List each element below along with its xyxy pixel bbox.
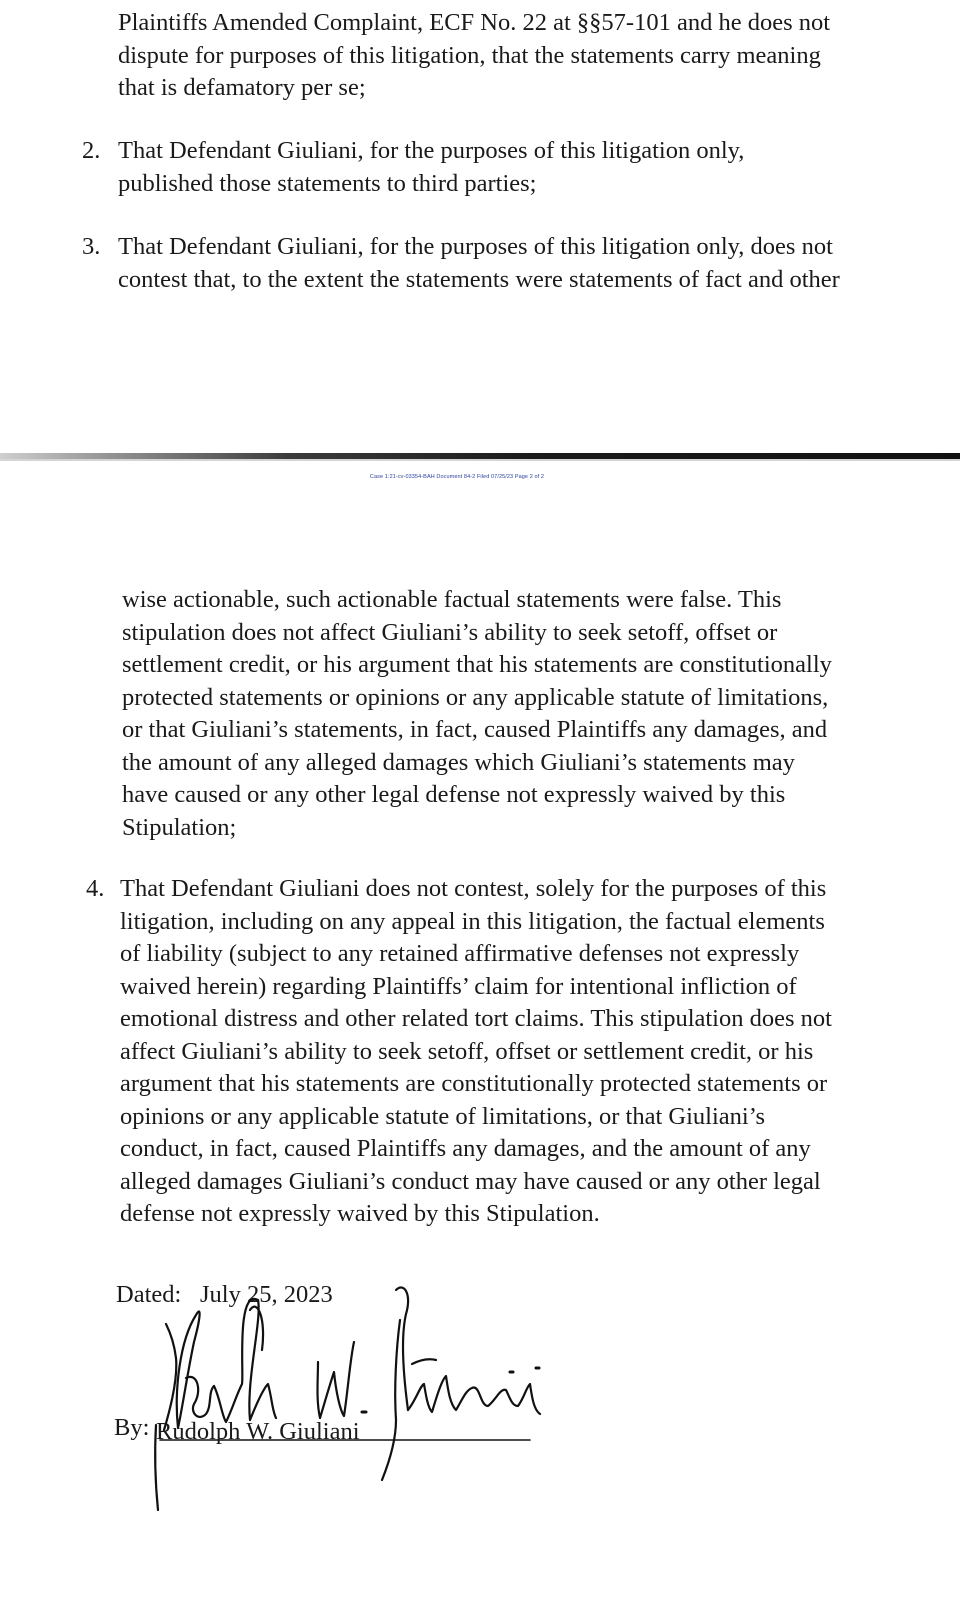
ecf-filing-header: Case 1:21-cv-03354-BAH Document 84-2 Filed 07/25/23 Page 2 of 2 [369,474,545,480]
paragraph-line: have caused or any other legal defense not expressly waived by this [122,781,786,808]
date-value: July 25, 2023 [200,1281,333,1308]
item-4-paragraph [120,873,832,1231]
paragraph-line: litigation, including on any appeal in this litigation, the factual elements [120,907,825,935]
paragraph-line: waived herein) regarding Plaintiffs’ claim for intentional infliction of [120,972,797,1000]
signer-name: Rudolph W. Giuliani [156,1418,360,1445]
paragraph-line: or that Giuliani’s statements, in fact, caused Plaintiffs any damages, and [122,716,828,743]
paragraph-line: That Defendant Giuliani, for the purposes of this litigation only, [118,137,745,164]
paragraph-line: published those statements to third parties; [118,169,537,197]
paragraph-line: Stipulation; [122,813,237,841]
item-2-3-continuation-paragraph [118,7,830,105]
paragraph-line: conduct, in fact, caused Plaintiffs any damages, and the amount of any [120,1135,811,1162]
page-1-fragment [0,0,960,455]
paragraph-line: opinions or any applicable statute of limitations, or that Giuliani’s [120,1102,766,1130]
paragraph-line: affect Giuliani’s ability to seek setoff, offset or settlement credit, or his [120,1037,814,1065]
paragraph-line: alleged damages Giuliani’s conduct may have caused or any other legal [120,1167,821,1195]
paragraph-line: argument that his statements are constitutionally protected statements or [120,1070,828,1097]
paragraph-line: Plaintiffs Amended Complaint, ECF No. 22 at §§57-101 and he does not [118,9,831,36]
item-3-paragraph [118,231,840,296]
paragraph-line: settlement credit, or his argument that his statements are constitutionally [122,651,832,678]
item-3-number: 3. [82,233,101,260]
paragraph-line: the amount of any alleged damages which Giuliani’s statements may [122,748,795,776]
item-4-number: 4. [86,875,105,902]
item-2-paragraph [118,135,744,200]
item-3-continued-paragraph [122,584,832,844]
item-2-number: 2. [82,137,101,164]
paragraph-line: emotional distress and other related tort claims. This stipulation does not [120,1005,832,1032]
by-label: By: [114,1414,150,1441]
paragraph-line: stipulation does not affect Giuliani’s ability to seek setoff, offset or [122,618,778,646]
paragraph-line: That Defendant Giuliani, for the purposes of this litigation only, does not [118,233,833,260]
paragraph-line: wise actionable, such actionable factual statements were false. This [122,586,782,613]
paragraph-line: of liability (subject to any retained affirmative defenses not expressly [120,940,800,967]
paragraph-line: protected statements or opinions or any applicable statute of limitations, [122,683,829,711]
paragraph-line: dispute for purposes of this litigation, that the statements carry meaning [118,41,821,69]
paragraph-line: defense not expressly waived by this Stipulation. [120,1200,600,1227]
dated-label: Dated: [116,1281,182,1308]
paragraph-line: contest that, to the extent the statements were statements of fact and other [118,265,840,293]
handwritten-signature [150,1280,550,1520]
paragraph-line: that is defamatory per se; [118,74,366,101]
page-edge-highlight [0,459,960,461]
paragraph-line: That Defendant Giuliani does not contest, solely for the purposes of this [120,875,827,902]
page-separator [0,453,960,463]
